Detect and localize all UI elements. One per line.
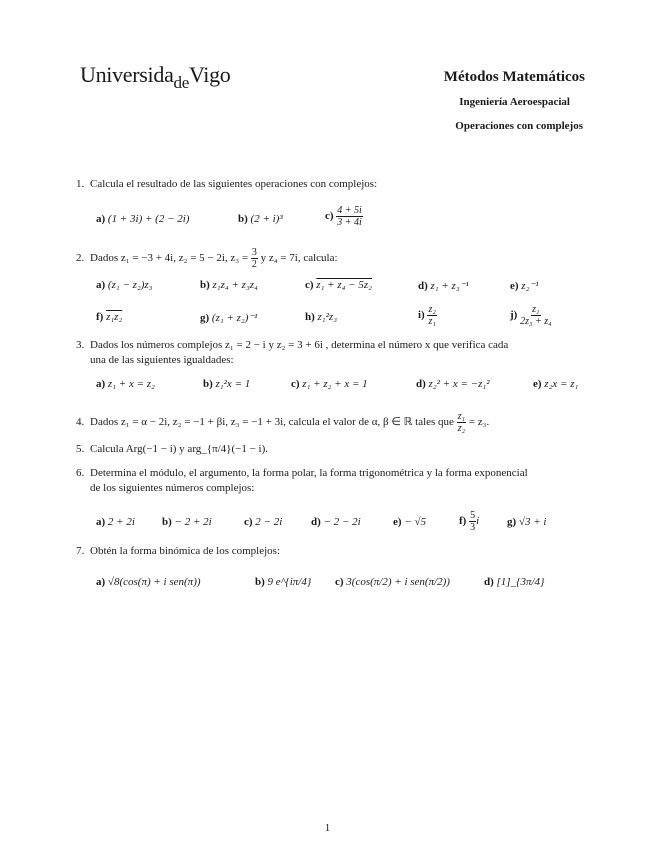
q3-item-c: c) z₁ + z₂ + x = 1: [291, 378, 368, 390]
q2-item-f: f) z₁z₂: [96, 311, 123, 323]
q2-item-b: b) z₁z₄ + z₃z₄: [200, 279, 258, 291]
q3-item-a: a) z₁ + x = z₂: [96, 378, 155, 390]
course-title: Métodos Matemáticos: [443, 69, 585, 85]
question-1: 1. Calcula el resultado de las siguientes operaciones con complejos:: [76, 178, 378, 190]
q1-item-b: b) (2 + i)³: [238, 213, 283, 225]
question-7: 7. Obtén la forma binómica de los complejos:: [76, 545, 281, 557]
question-3-line2: una de las siguientes igualdades:: [90, 354, 234, 366]
q3-item-d: d) z₂² + x = −z₁²: [416, 378, 490, 390]
degree-subtitle: Ingeniería Aeroespacial: [459, 96, 570, 108]
q7-item-c: c) 3(cos(π/2) + i sen(π/2)): [335, 576, 450, 588]
q7-item-a: a) √8(cos(π) + i sen(π)): [96, 576, 201, 588]
q2-item-c: c) z₁ + z₄ − 5z₂: [305, 279, 372, 291]
q6-item-e: e) − √5: [393, 516, 427, 528]
q6-item-f: f) $\frac{5}{3}$ i: [459, 510, 480, 533]
q2-item-e: e) z₂⁻¹: [510, 280, 539, 292]
q2-item-g: g) (z₁ + z₂)⁻¹: [200, 312, 258, 324]
q6-item-d: d) − 2 − 2i: [311, 516, 361, 528]
q3-item-e: e) z₂x = z₁: [533, 378, 579, 390]
q7-item-b: b) 9 e^{iπ/4}: [255, 576, 312, 588]
q6-item-g: g) √3 + i: [507, 516, 547, 528]
university-logo: Universida$_{de}$Vigo: [80, 62, 231, 92]
q1-item-c: c) $\frac{4 + 5i}{3 + 4i}$: [325, 205, 362, 228]
q6-item-a: a) 2 + 2i: [96, 516, 135, 528]
question-5: 5. Calcula Arg(−1 − i) y arg_{π/4}(−1 − i).: [76, 443, 268, 455]
q3-item-b: b) z₁²x = 1: [203, 378, 251, 390]
question-4: 4. Dados z₁ = α − 2i, z₂ = −1 + βi, z₃ = −1 + 3i, calcula el valor de α, β ∈ ℝ tales que $\frac{\text{z₁}}{\text{z₂}}$ = z₃.: [76, 411, 490, 434]
q6-item-b: b) − 2 + 2i: [162, 516, 212, 528]
q1-item-a: a) (1 + 3i) + (2 − 2i): [96, 213, 190, 225]
question-6: 6. Determina el módulo, el argumento, la forma polar, la forma trigonométrica y la forma exponencial: [76, 467, 528, 479]
question-3: 3. Dados los números complejos z₁ = 2 − i y z₂ = 3 + 6i , determina el número x que verifica cada: [76, 339, 509, 351]
q7-item-d: d) [1]_{3π/4}: [484, 576, 545, 588]
page-number: 1: [324, 822, 331, 834]
q2-item-d: d) z₁ + z₃⁻¹: [418, 280, 469, 292]
question-2: 2. Dados z₁ = −3 + 4i, z₂ = 5 − 2i, z₃ = $\frac{3}{2}$ y z₄ = 7i, calcula:: [76, 247, 338, 270]
question-6-line2: de los siguientes números complejos:: [90, 482, 255, 494]
q2-item-i: i) $\frac{\text{z₂}}{\text{z₁}}$: [418, 304, 436, 327]
q6-item-c: c) 2 − 2i: [244, 516, 283, 528]
q2-item-h: h) z₁²z₃: [305, 311, 338, 323]
q2-item-j: j) $\frac{\text{z₁}}{\text{2z₃ + z₄}}$: [510, 304, 552, 327]
topic-title: Operaciones con complejos: [455, 120, 583, 132]
q2-item-a: a) (z₁ − z₂)z₃: [96, 279, 153, 291]
